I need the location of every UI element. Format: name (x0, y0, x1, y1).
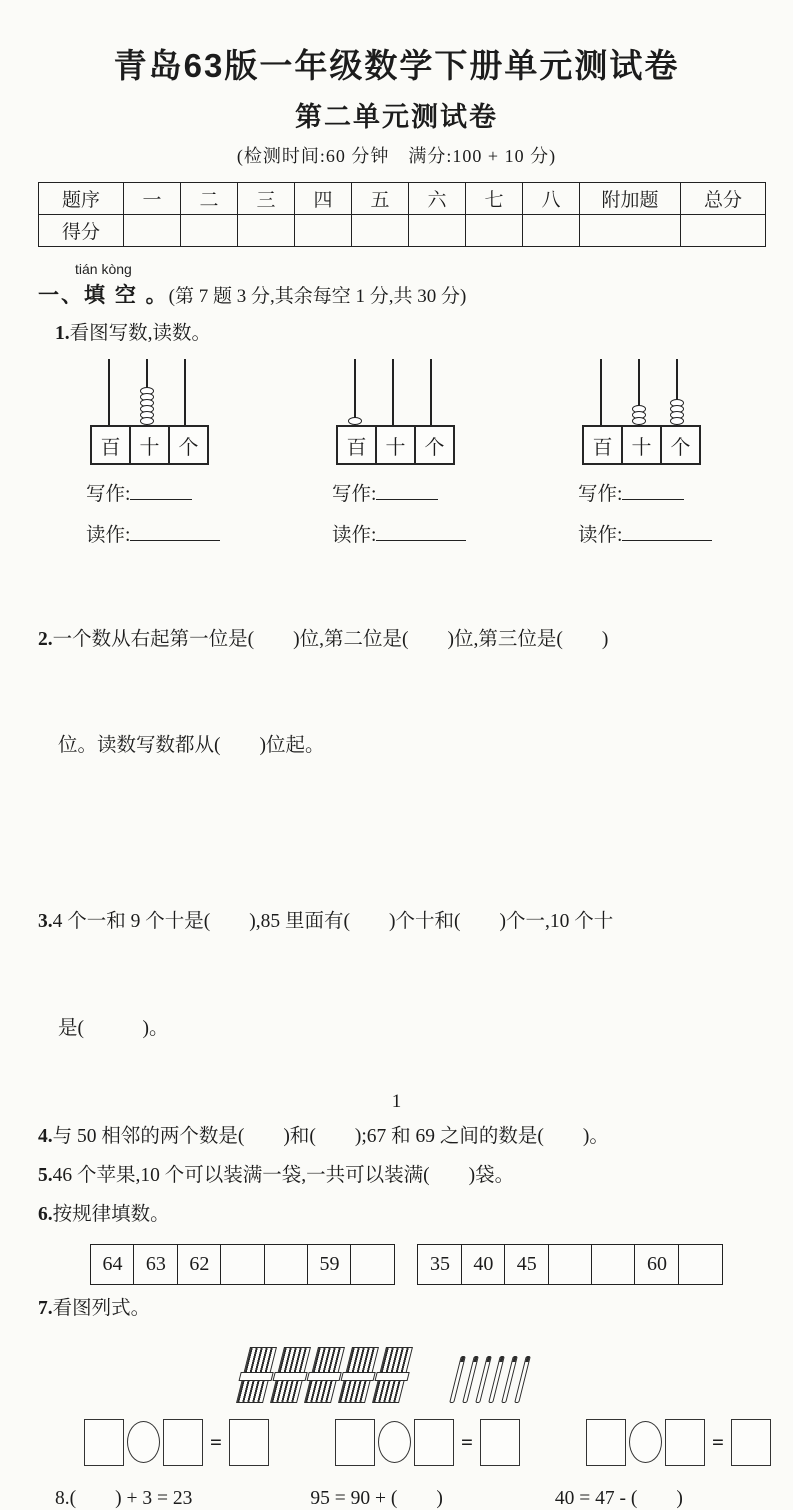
question-5 (38, 1161, 755, 1191)
abacus-diagram (90, 359, 214, 465)
write-as-label: 写作: (578, 484, 623, 506)
operator-circle (378, 1421, 411, 1463)
place-value-boxes (582, 425, 701, 465)
score-table-header-cell: 八 (523, 183, 580, 215)
equation-group (335, 1419, 520, 1466)
write-answer-blank (130, 485, 192, 500)
strip-cell: 59 (307, 1244, 352, 1285)
read-answer-blank (376, 526, 466, 541)
strip-cell (591, 1244, 636, 1285)
question-6-label (38, 1200, 755, 1230)
number-box (335, 1419, 375, 1466)
read-as-label: 读作: (86, 525, 131, 547)
strip-cell: 40 (461, 1244, 506, 1285)
read-as-label: 读作: (578, 525, 623, 547)
question-1-text: 看图写数,读数。 (69, 323, 212, 344)
place-value-boxes (90, 425, 209, 465)
place-value-box: 十 (129, 425, 170, 465)
question-2-line-1 (38, 625, 755, 655)
equals-sign: = (210, 1429, 222, 1454)
number-box (414, 1419, 454, 1466)
abacus-bead (140, 417, 154, 425)
score-row-label: 得分 (39, 215, 124, 247)
score-cell-empty (295, 215, 352, 247)
score-table-header-cell: 六 (409, 183, 466, 215)
number-strip-1 (90, 1244, 395, 1285)
question-6-text: 按规律填数。 (52, 1204, 170, 1226)
spacer (443, 1482, 555, 1510)
place-value-boxes (336, 425, 455, 465)
question-6-number: 6. (38, 1204, 53, 1226)
write-as-line (578, 478, 744, 506)
result-box (731, 1419, 771, 1466)
abacus-bead (670, 417, 684, 425)
strip-cell: 64 (90, 1244, 135, 1285)
question-2-number: 2. (38, 628, 53, 650)
abacus-bead (632, 417, 646, 425)
strip-cell (548, 1244, 593, 1285)
abacus-rod (392, 359, 394, 425)
write-answer-blank (376, 485, 438, 500)
equals-sign: = (711, 1429, 724, 1454)
question-8-expression-1-text: ( ) + 3 = 23 (69, 1487, 193, 1509)
question-8-row (55, 1482, 755, 1510)
write-as-label: 写作: (332, 484, 377, 506)
abacus-bead-stack (669, 401, 685, 425)
question-2-text-1: 一个数从右起第一位是( )位,第二位是( )位,第三位是( ) (52, 628, 609, 650)
abacus-bead-stack (631, 407, 647, 425)
question-8-expression-1 (55, 1482, 192, 1510)
strip-cell: 62 (177, 1244, 222, 1285)
score-table-corner-cell: 题序 (39, 183, 124, 215)
abacus-rod (600, 359, 602, 425)
strip-cell: 60 (634, 1244, 679, 1285)
result-box (229, 1419, 269, 1466)
score-table-header-cell: 附加题 (580, 183, 681, 215)
place-value-box: 十 (375, 425, 416, 465)
abacus-bead-stack (139, 389, 155, 425)
strip-cell: 45 (504, 1244, 549, 1285)
number-box (665, 1419, 705, 1466)
score-cell-empty (681, 215, 766, 247)
place-value-box: 十 (621, 425, 662, 465)
exam-info-line: (检测时间:60 分钟 满分:100 + 10 分) (236, 146, 557, 166)
place-value-box: 百 (582, 425, 623, 465)
question-5-text: 46 个苹果,10 个可以装满一袋,一共可以装满( )袋。 (52, 1164, 515, 1186)
write-answer-blank (622, 485, 684, 500)
result-box (480, 1419, 520, 1466)
question-5-number: 5. (38, 1164, 53, 1186)
question-2 (38, 556, 755, 830)
strip-cell (678, 1244, 723, 1285)
write-as-line (86, 478, 252, 506)
question-8-number: 8. (55, 1487, 70, 1509)
question-8-expression-2: 95 = 90 + ( ) (310, 1487, 443, 1509)
equation-row (84, 1419, 755, 1466)
page-number: 1 (391, 1091, 402, 1112)
question-1-label (55, 319, 755, 349)
abacus-column (84, 359, 252, 547)
equals-sign: = (460, 1429, 473, 1454)
place-value-box: 个 (414, 425, 455, 465)
read-answer-blank (130, 526, 220, 541)
page-subtitle: 第二单元测试卷 (295, 102, 498, 132)
abacus-row (84, 359, 755, 547)
spacer (192, 1482, 310, 1510)
read-answer-blank (622, 526, 712, 541)
strip-cell (350, 1244, 395, 1285)
abacus-bead (348, 417, 362, 425)
score-table-header-cell: 三 (238, 183, 295, 215)
write-as-label: 写作: (86, 484, 131, 506)
score-table-header-row (39, 183, 766, 215)
section-one-heading (38, 279, 755, 309)
score-cell-empty (352, 215, 409, 247)
abacus-column (576, 359, 744, 547)
question-4-text: 与 50 相邻的两个数是( )和( );67 和 69 之间的数是( )。 (52, 1125, 609, 1147)
stick-bundle (304, 1347, 345, 1403)
strip-cell (264, 1244, 309, 1285)
read-as-label: 读作: (332, 525, 377, 547)
question-2-line-2: 位。读数写数都从( )位起。 (58, 735, 325, 757)
section-one-score-note: (第 7 题 3 分,其余每空 1 分,共 30 分) (168, 286, 467, 307)
score-table-header-cell: 五 (352, 183, 409, 215)
page-title: 青岛63版一年级数学下册单元测试卷 (113, 47, 680, 84)
equation-group (586, 1419, 771, 1466)
abacus-rod (354, 359, 356, 425)
number-box (586, 1419, 626, 1466)
stick-bundle (372, 1347, 413, 1403)
stick-bundle (270, 1347, 311, 1403)
score-table-header-cell: 一 (124, 183, 181, 215)
score-cell-empty (523, 215, 580, 247)
place-value-box: 百 (336, 425, 377, 465)
score-table-header-cell: 七 (466, 183, 523, 215)
score-table-header-cell: 总分 (681, 183, 766, 215)
question-3 (38, 839, 755, 1113)
place-value-box: 个 (660, 425, 701, 465)
question-4-number: 4. (38, 1125, 53, 1147)
read-as-line (578, 519, 744, 547)
score-cell-empty (580, 215, 681, 247)
score-cell-empty (124, 215, 181, 247)
question-1-number: 1. (55, 323, 70, 344)
score-cell-empty (238, 215, 295, 247)
question-4 (38, 1122, 755, 1152)
abacus-rod (184, 359, 186, 425)
abacus-column (330, 359, 498, 547)
score-cell-empty (466, 215, 523, 247)
strip-cell: 63 (133, 1244, 178, 1285)
score-table-header-cell: 二 (181, 183, 238, 215)
read-as-line (86, 519, 252, 547)
question-7-label (38, 1294, 755, 1324)
place-value-box: 百 (90, 425, 131, 465)
question-7-number: 7. (38, 1298, 53, 1320)
read-as-line (332, 519, 498, 547)
number-box (163, 1419, 203, 1466)
abacus-diagram (336, 359, 460, 465)
stick-bundle (338, 1347, 379, 1403)
abacus-rod (430, 359, 432, 425)
place-value-box: 个 (168, 425, 209, 465)
score-table-header-cell: 四 (295, 183, 352, 215)
strip-cell: 35 (417, 1244, 462, 1285)
sticks-figure (243, 1335, 755, 1403)
operator-circle (629, 1421, 662, 1463)
number-strip-2 (417, 1244, 722, 1285)
question-3-line-1 (38, 907, 755, 937)
equation-group (84, 1419, 269, 1466)
section-one-title: 一、填 空 。 (38, 284, 169, 307)
strip-cell (220, 1244, 265, 1285)
score-table (38, 182, 766, 247)
score-table-score-row (39, 215, 766, 247)
question-3-line-2: 是( )。 (58, 1018, 169, 1040)
pinyin-annotation: tián kòng (75, 261, 132, 277)
score-cell-empty (181, 215, 238, 247)
stick-bundle (236, 1347, 277, 1403)
abacus-diagram (582, 359, 706, 465)
abacus-rod (108, 359, 110, 425)
write-as-line (332, 478, 498, 506)
single-stick (514, 1356, 531, 1403)
question-3-text-1: 4 个一和 9 个十是( ),85 里面有( )个十和( )个一,10 个十 (52, 911, 614, 933)
question-7-text: 看图列式。 (52, 1298, 151, 1320)
question-8-expression-3: 40 = 47 - ( ) (554, 1487, 683, 1509)
number-strips-row (90, 1244, 755, 1285)
score-cell-empty (409, 215, 466, 247)
number-box (84, 1419, 124, 1466)
operator-circle (127, 1421, 160, 1463)
question-3-number: 3. (38, 911, 53, 933)
